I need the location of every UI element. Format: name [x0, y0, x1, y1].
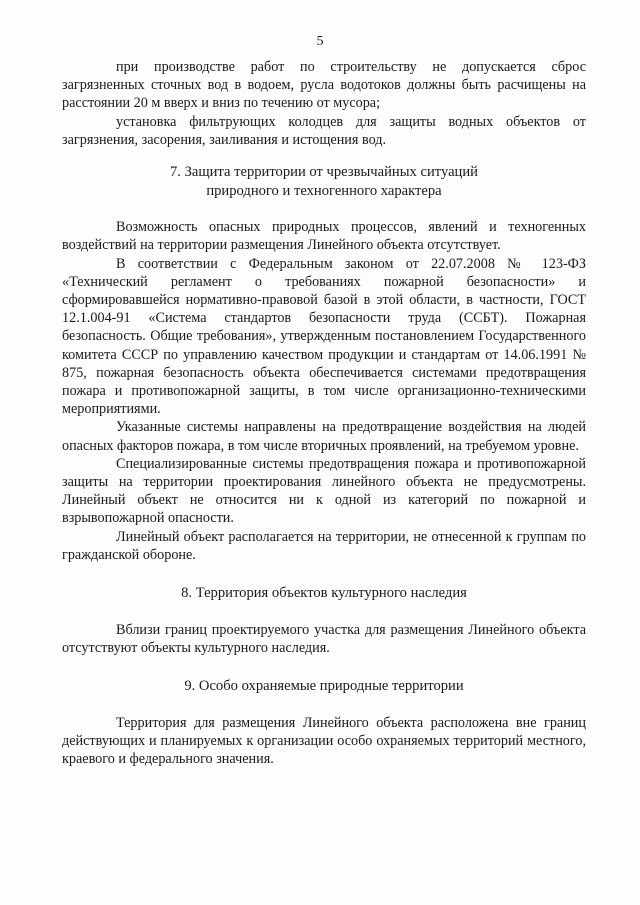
section-8-paragraph: Вблизи границ проектируемого участка для размещения Линейного объекта отсутствуют объекты культурного наследия.	[62, 621, 586, 656]
section-8-heading: 8. Территория объектов культурного наследия	[181, 585, 467, 602]
section-9-paragraph: Территория для размещения Линейного объекта расположена вне границ действующих и планируемых к организации особо охраняемых территорий местного, краевого и федерального значения.	[62, 714, 586, 768]
section-7-heading-line1: 7. Защита территории от чрезвычайных ситуаций	[170, 164, 478, 181]
section-7-paragraph-3: Указанные системы направлены на предотвращение воздействия на людей опасных факторов пожара, в том числе вторичных проявлений, на требуемом уровне.	[62, 419, 586, 454]
paragraph-filter-wells: установка фильтрующих колодцев для защиты водных объектов от загрязнения, засорения, заиливания и истощения вод.	[62, 113, 586, 148]
section-7-paragraph-2: В соответствии с Федеральным законом от 22.07.2008 № 123-ФЗ «Технический регламент о требованиях пожарной безопасности» и сформировавшейся нормативно-правовой базой в этой области, в частности, ГОСТ 12.1.004-91 «Система стандартов безопасности труда (ССБТ). Пожарная безопасность. Общие требования», утвержденным постановлением Государственного комитета СССР по управлению качеством продукции и стандартам от 14.06.1991 № 875, пожарная безопасность объекта обеспечивается системами предотвращения пожара и противопожарной защиты, в том числе организационно-техническими мероприятиями.	[62, 255, 586, 418]
paragraph-wastewater: при производстве работ по строительству не допускается сброс загрязненных сточных вод в водоем, русла водотоков должны быть расчищены на расстоянии 20 м вверх и вниз по течению от мусора;	[62, 59, 586, 112]
section-7-paragraph-1: Возможность опасных природных процессов, явлений и техногенных воздействий на территории размещения Линейного объекта отсутствует.	[62, 219, 586, 254]
section-7-paragraph-5: Линейный объект располагается на территории, не отнесенной к группам по гражданской обороне.	[62, 528, 586, 563]
section-7-heading-line2: природного и техногенного характера	[206, 182, 442, 199]
document-body	[62, 58, 586, 768]
section-9-heading: 9. Особо охраняемые природные территории	[184, 678, 464, 695]
section-7-paragraph-4: Специализированные системы предотвращения пожара и противопожарной защиты на территории проектирования линейного объекта не предусмотрены. Линейный объект не относится ни к одной из категорий по пожарной и взрывопожарной опасности.	[62, 455, 586, 527]
page-number: 5	[316, 34, 324, 49]
